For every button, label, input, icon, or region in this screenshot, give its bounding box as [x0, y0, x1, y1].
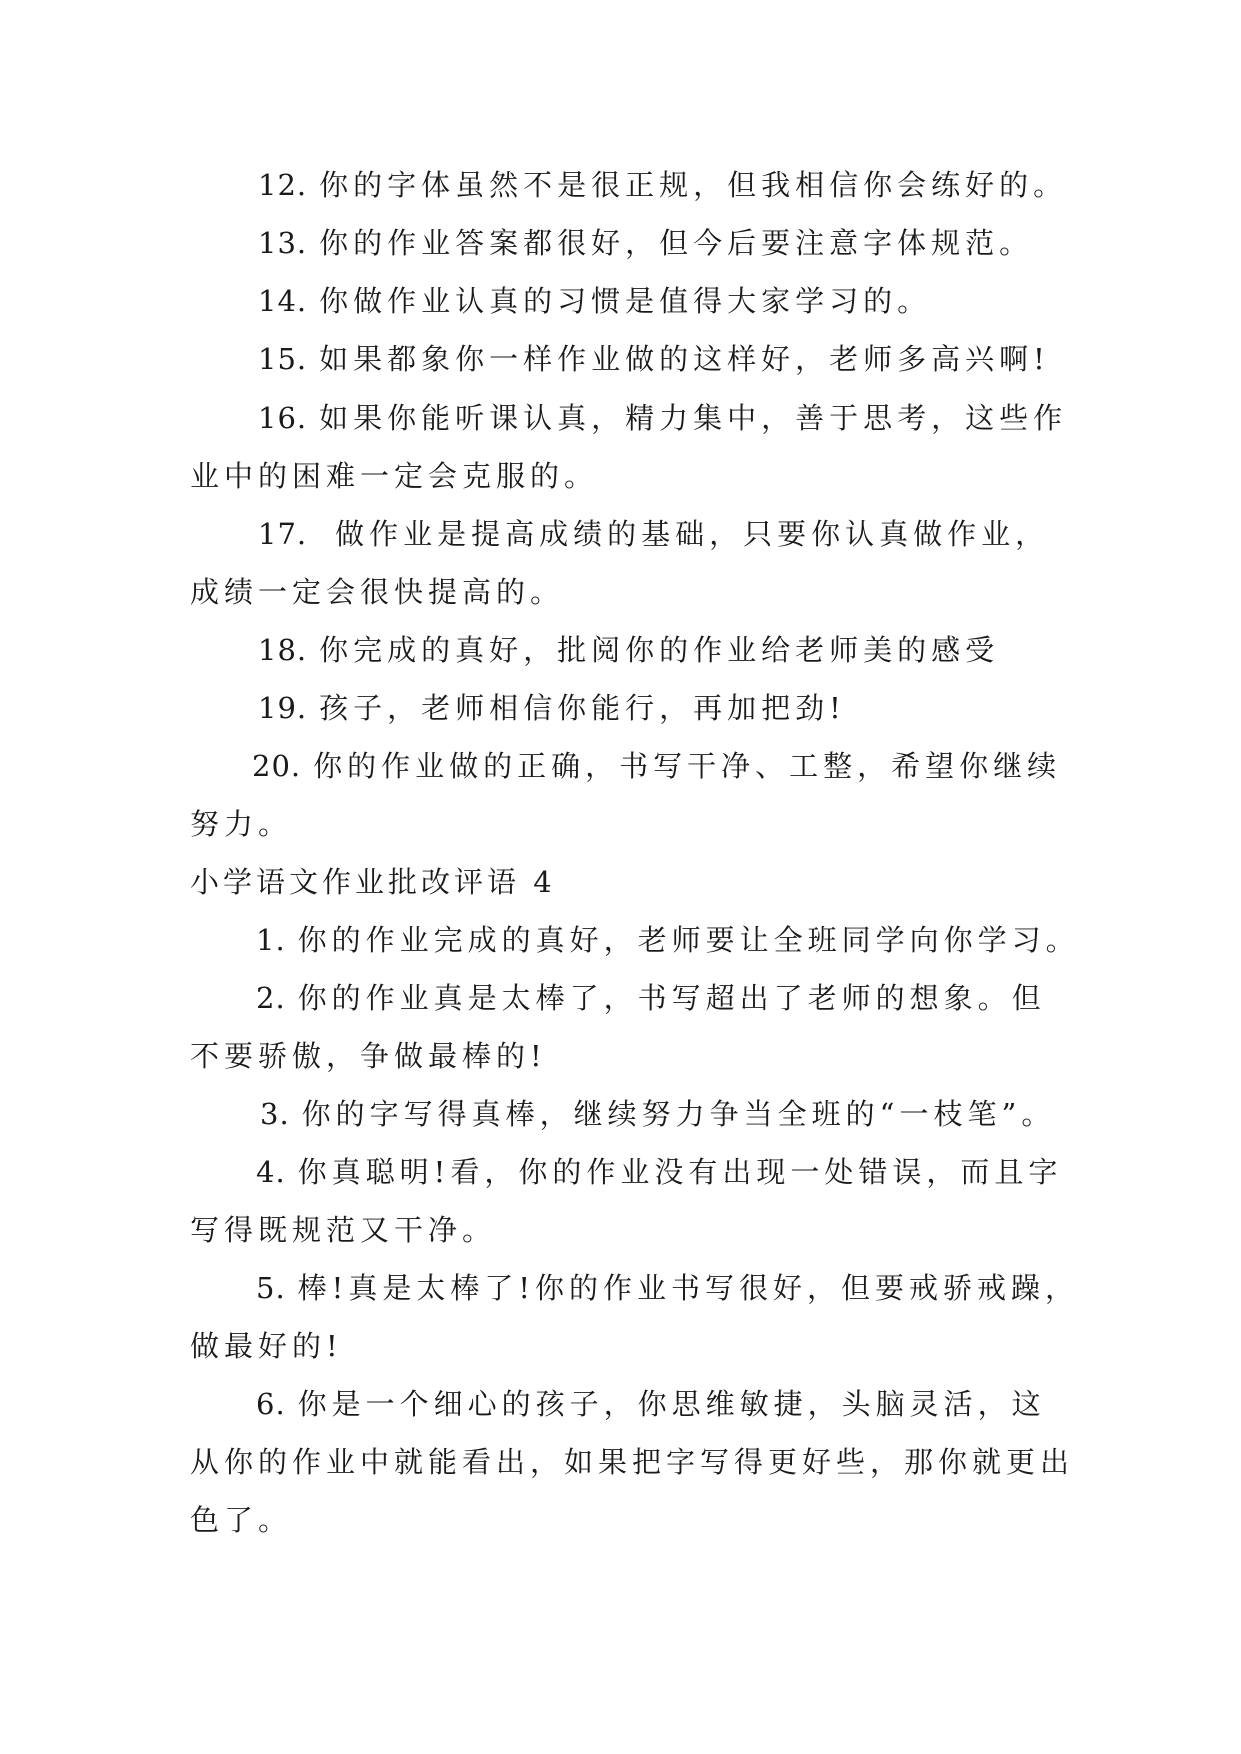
item-number: 16. — [258, 401, 308, 435]
item-number: 12. — [258, 168, 308, 202]
item-text: 你是一个细心的孩子，你思维敏捷，头脑灵活，这 — [297, 1387, 1046, 1421]
item-4-line-2 — [190, 1210, 496, 1250]
item-2-line-1 — [256, 978, 1046, 1018]
item-text: 你的作业完成的真好，老师要让全班同学向你学习。 — [297, 923, 1080, 957]
item-1-line-1 — [256, 920, 1080, 960]
item-16-line-1 — [258, 398, 1067, 438]
item-5-line-2 — [190, 1326, 343, 1366]
item-text: 成绩一定会很快提高的。 — [190, 575, 565, 609]
item-20-line-1 — [252, 746, 1061, 786]
item-number: 4. — [256, 1155, 286, 1189]
item-3-line-1 — [260, 1094, 1055, 1134]
item-6-line-2 — [190, 1442, 1074, 1482]
item-17-line-1 — [258, 514, 1049, 554]
item-text: 做作业是提高成绩的基础，只要你认真做作业， — [335, 517, 1050, 551]
item-number: 15. — [258, 342, 308, 376]
item-text: 从你的作业中就能看出，如果把字写得更好些，那你就更出 — [190, 1445, 1075, 1479]
item-19-line-1 — [258, 688, 846, 728]
item-number: 1. — [256, 923, 286, 957]
item-number: 6. — [256, 1387, 286, 1421]
item-number: 14. — [258, 284, 308, 318]
item-2-line-2 — [190, 1036, 547, 1076]
item-text: 你的字体虽然不是很正规，但我相信你会练好的。 — [319, 168, 1068, 202]
item-text: 不要骄傲，争做最棒的! — [190, 1039, 547, 1073]
item-text: 你做作业认真的习惯是值得大家学习的。 — [319, 284, 932, 318]
item-12-line-1 — [258, 165, 1067, 205]
item-text: 你的字写得真棒，继续努力争当全班的“一枝笔”。 — [301, 1097, 1056, 1131]
item-text: 你的作业真是太棒了，书写超出了老师的想象。但 — [297, 981, 1046, 1015]
item-4-line-1 — [256, 1152, 1062, 1192]
item-text: 如果都象你一样作业做的这样好，老师多高兴啊! — [319, 342, 1050, 376]
item-number: 17. — [258, 517, 308, 551]
item-text: 做最好的! — [190, 1329, 343, 1363]
item-number: 13. — [258, 226, 308, 260]
item-text: 你完成的真好，批阅你的作业给老师美的感受 — [319, 633, 1000, 667]
item-5-line-1 — [256, 1268, 1079, 1308]
item-number: 20. — [252, 749, 302, 783]
item-number: 19. — [258, 691, 308, 725]
item-text: 写得既规范又干净。 — [190, 1213, 497, 1247]
item-13-line-1 — [258, 223, 1033, 263]
item-text: 你的作业答案都很好，但今后要注意字体规范。 — [319, 226, 1034, 260]
item-6-line-3 — [190, 1500, 292, 1540]
item-20-line-2 — [190, 804, 292, 844]
item-number: 2. — [256, 981, 286, 1015]
section-heading-text: 小学语文作业批改评语 4 — [190, 865, 556, 899]
item-number: 5. — [256, 1271, 286, 1305]
item-number: 3. — [260, 1097, 290, 1131]
item-14-line-1 — [258, 281, 931, 321]
item-18-line-1 — [258, 630, 999, 670]
item-6-line-1 — [256, 1384, 1046, 1424]
item-text: 你的作业做的正确，书写干净、工整，希望你继续 — [313, 749, 1062, 783]
item-16-line-2 — [190, 456, 598, 496]
item-text: 努力。 — [190, 807, 293, 841]
item-text: 棒!真是太棒了!你的作业书写很好，但要戒骄戒躁， — [297, 1271, 1079, 1305]
section-heading — [190, 862, 556, 902]
item-text: 业中的困难一定会克服的。 — [190, 459, 599, 493]
item-text: 孩子，老师相信你能行，再加把劲! — [319, 691, 846, 725]
item-text: 色了。 — [190, 1503, 293, 1537]
item-text: 如果你能听课认真，精力集中，善于思考，这些作 — [319, 401, 1068, 435]
item-text: 你真聪明!看，你的作业没有出现一处错误，而且字 — [297, 1155, 1063, 1189]
item-number: 18. — [258, 633, 308, 667]
item-15-line-1 — [258, 339, 1050, 379]
item-17-line-2 — [190, 572, 564, 612]
